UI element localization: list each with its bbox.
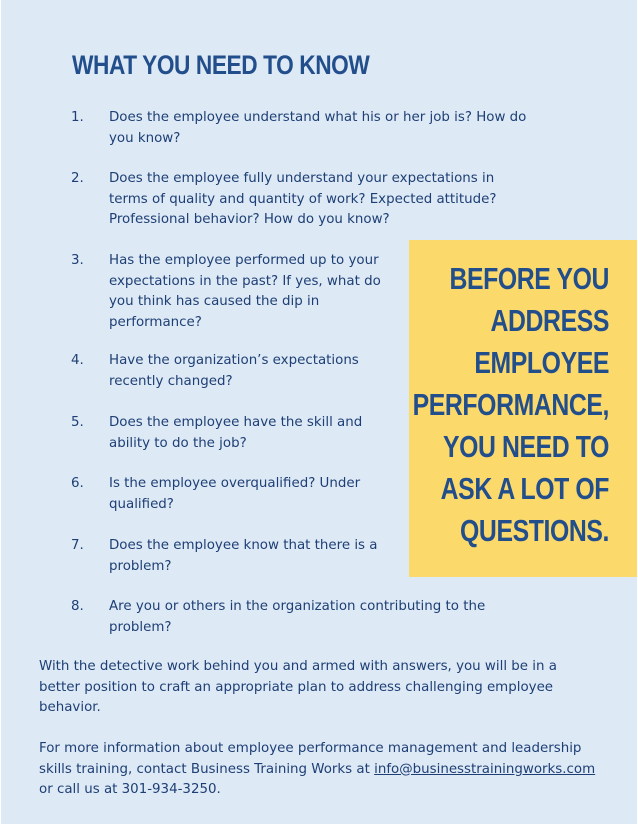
question-text: Is the employee overqualified? Under qualified? xyxy=(109,476,361,512)
question-number: 6. xyxy=(71,476,84,491)
question-text: Does the employee understand what his or her job is? How do you know? xyxy=(109,110,527,146)
contact-text: For more information about employee performance management and leadership skills training, contact Business Training Works at xyxy=(39,741,582,777)
question-number: 2. xyxy=(71,171,84,186)
question-number: 8. xyxy=(71,599,84,614)
email-link[interactable]: info@businesstrainingworks.com xyxy=(374,761,596,777)
callout-box xyxy=(409,240,637,577)
question-text: Has the employee performed up to your expectations in the past? If yes, what do you think has caused the dip in performance? xyxy=(109,253,381,330)
document-page xyxy=(1,0,637,824)
question-number: 1. xyxy=(71,110,84,125)
question-text: Does the employee have the skill and ability to do the job? xyxy=(109,415,363,451)
question-text: Are you or others in the organization contributing to the problem? xyxy=(109,599,486,635)
contact-phone-text: or call us at 301-934-3250. xyxy=(39,782,221,797)
question-number: 5. xyxy=(71,415,84,430)
question-number: 7. xyxy=(71,538,84,553)
section-heading: WHAT YOU NEED TO KNOW xyxy=(72,50,370,80)
question-number: 3. xyxy=(71,253,84,268)
question-text: Does the employee know that there is a problem? xyxy=(109,538,378,574)
question-text: Have the organization’s expectations recently changed? xyxy=(109,353,359,389)
question-text: Does the employee fully understand your expectations in terms of quality and quantity of work? Expected attitude? Professional behavior? How do you know? xyxy=(109,171,497,227)
conclusion-paragraph: With the detective work behind you and armed with answers, you will be in a better position to craft an appropriate plan to address challenging employee behavior. xyxy=(39,659,557,715)
contact-paragraph xyxy=(39,739,619,801)
question-number: 4. xyxy=(71,353,84,368)
callout-text: BEFORE YOU ADDRESS EMPLOYEE PERFORMANCE, YOU NEED TO ASK A LOT OF QUESTIONS. xyxy=(412,261,609,548)
